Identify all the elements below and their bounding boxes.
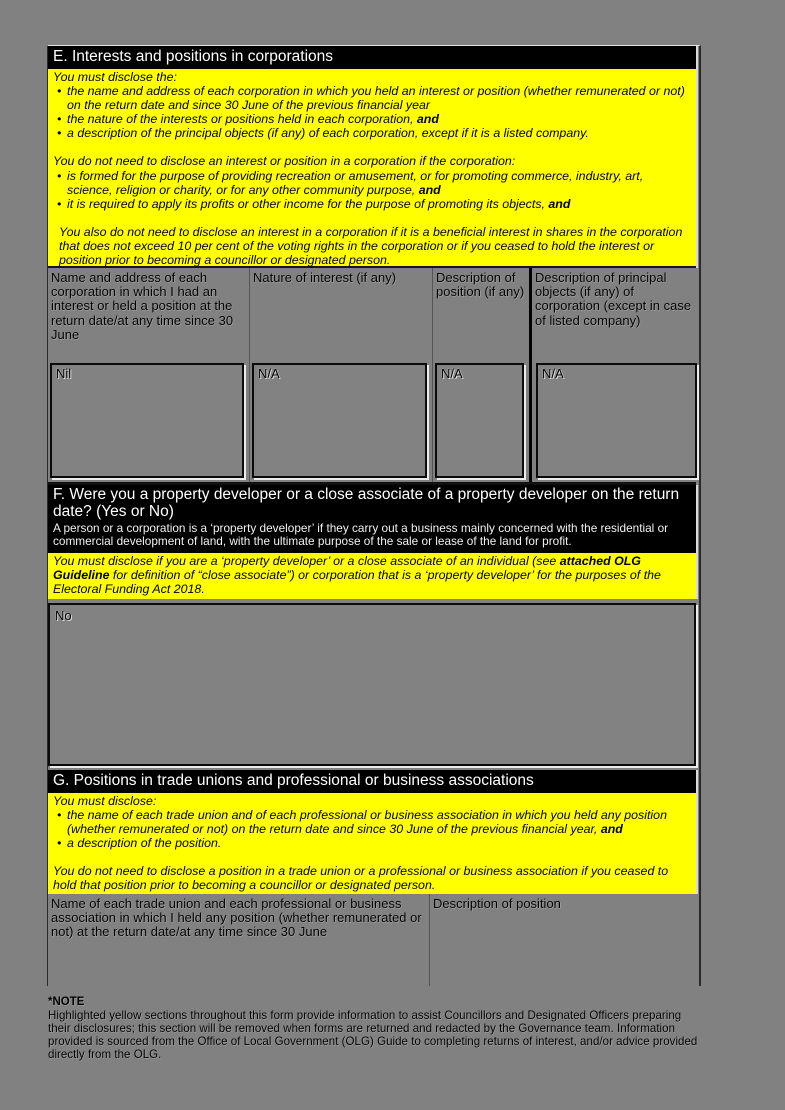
guidance-bullet: • the name of each trade union and of each professional or business association in which you held any position (whether remunerated or not) on the return date and since 30 June of the previous financial year, and: [53, 808, 691, 836]
guidance-paragraph: You also do not need to disclose an interest in a corporation if it is a beneficial interest in shares in the corporation that does not exceed 10 per cent of the voting rights in the corporation or if you ceased to hold the interest or position prior to becoming a councillor or designated person.: [59, 224, 683, 268]
section-f-guidance: You must disclose if you are a ‘property developer’ or a close associate of an individual (see attached OLG Guideline for definition of “close associate”) or corporation that is a ‘property developer’ for the purposes of the Electoral Funding Act 2018.: [48, 553, 696, 599]
section-e-title: E. Interests and positions in corporations: [53, 48, 334, 65]
guidance-intro: You do not need to disclose an interest or position in a corporation if the corporation:: [53, 154, 516, 169]
corporation-name-field[interactable]: Nil: [50, 363, 244, 478]
corporations-table-header: [48, 268, 696, 361]
corporations-table-row: [48, 361, 696, 485]
section-e-guidance: [48, 69, 696, 268]
column-header-principal-objects: Description of principal objects (if any) of corporation (except in case of listed company): [535, 270, 692, 328]
section-g-title: G. Positions in trade unions and professional or business associations: [53, 772, 534, 789]
note-label: *NOTE: [48, 996, 85, 1008]
column-header-trade-union-name: Name of each trade union and each professional or business association in which I held any position (whether remunerated or not) at the return date/at any time since 30 June: [48, 894, 430, 986]
guidance-bullet: • the name and address of each corporation in which you held an interest or position (whether remunerated or not) on the return date and since 30 June of the previous financial year: [53, 84, 691, 112]
principal-objects-field[interactable]: N/A: [536, 363, 697, 478]
guidance-bullet: • a description of the principal objects (if any) of each corporation, except if it is a listed company.: [53, 126, 691, 140]
section-e-header: [48, 46, 696, 69]
footer-note: [48, 996, 704, 1061]
note-text: Highlighted yellow sections throughout this form provide information to assist Councillors and Designated Officers preparing their disclosures; this section will be removed when forms are returned and redacted by the Governance team. Information provided is sourced from the Office of Local Government (OLG) Guide to completing returns of interest, and/or advice provided directly from the OLG.: [48, 1009, 698, 1062]
guidance-bullet: • it is required to apply its profits or other income for the purpose of promoting its objects, and: [53, 197, 691, 211]
column-header-description-of-position: Description of position: [433, 896, 561, 911]
guidance-bullet: • a description of the position.: [53, 836, 691, 850]
section-f-title: F. Were you a property developer or a close associate of a property developer on the return date? (Yes or No): [53, 486, 680, 520]
guidance-paragraph: You do not need to disclose a position in a trade union or a professional or business association if you ceased to hold that position prior to becoming a councillor or designated person.: [53, 864, 669, 893]
section-g-guidance: [48, 793, 696, 894]
column-header-nature-of-interest: Nature of interest (if any): [250, 268, 433, 361]
column-header-description-of-position: Description of position (if any): [433, 268, 532, 361]
guidance-bullet: • the nature of the interests or positions held in each corporation, and: [53, 112, 691, 126]
disclosure-form: [47, 45, 701, 986]
trade-unions-table-header: [48, 894, 696, 986]
section-f-subtitle: A person or a corporation is a ‘property developer’ if they carry out a business mainly concerned with the residential or commercial development of land, with the ultimate purpose of the sale or lease of the land for profit.: [53, 521, 669, 549]
nature-of-interest-field[interactable]: N/A: [252, 363, 427, 478]
property-developer-answer-field[interactable]: No: [48, 603, 696, 766]
section-g-header: [48, 770, 696, 793]
column-header-corporation-name: Name and address of each corporation in which I had an interest or held a position at the return date/at any time since 30 June: [48, 268, 250, 361]
guidance-intro: You must disclose the:: [53, 70, 177, 84]
section-f-header: [48, 485, 696, 553]
guidance-bullet: • is formed for the purpose of providing recreation or amusement, or for promoting commerce, industry, art, science, religion or charity, or for any other community purpose, and: [53, 169, 691, 197]
description-of-position-field[interactable]: N/A: [435, 363, 524, 478]
guidance-intro: You must disclose:: [53, 794, 157, 808]
